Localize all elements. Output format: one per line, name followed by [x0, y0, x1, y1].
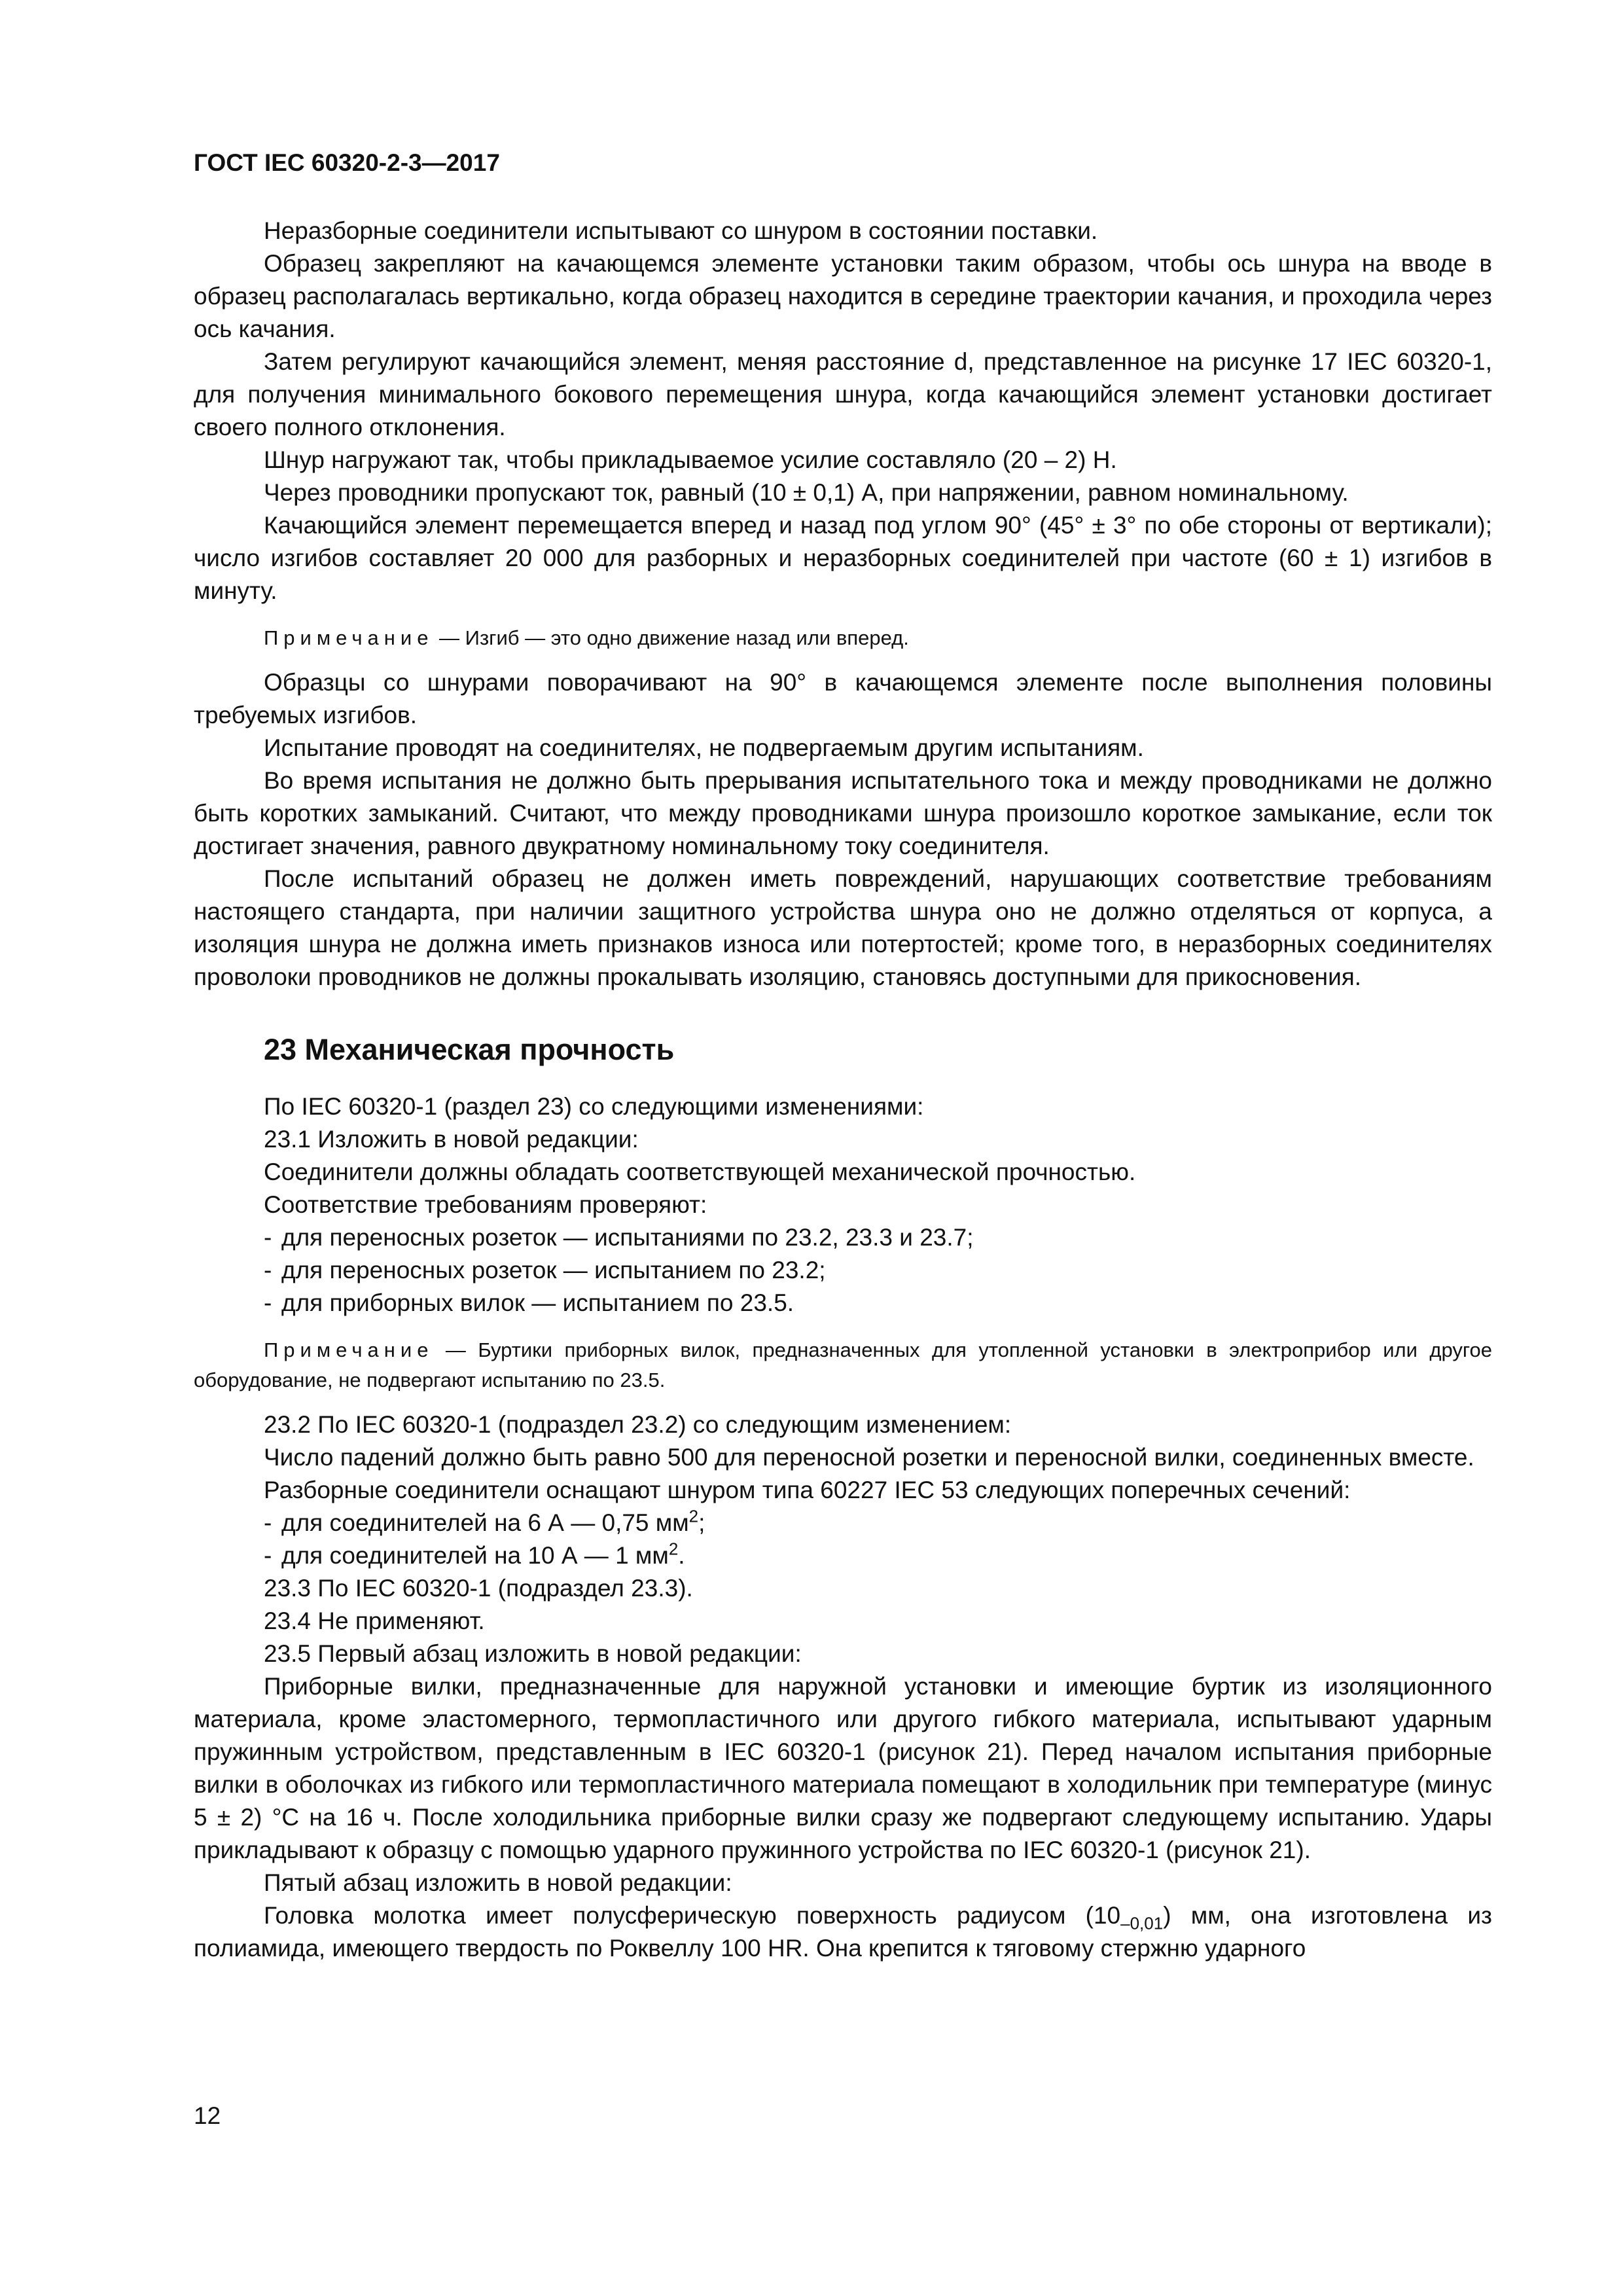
paragraph: После испытаний образец не должен иметь повреждений, нарушающих соответствие требованиям настоящего стандарта, при наличии защитного устройства шнура оно не должно отделяться от корпуса, а изоляция шнура не должна иметь признаков износа или потертостей; кроме того, в неразборных соединителях проволоки проводников не должны прокалывать изоляцию, становясь доступными для прикосновения.: [194, 865, 1492, 990]
compliance-list: [194, 1221, 1492, 1319]
paragraph: Затем регулируют качающийся элемент, меняя расстояние d, представленное на рисунке 17 IEC 60320-1, для получения минимального бокового перемещения шнура, когда качающийся элемент установки достигает своего полного отклонения.: [194, 348, 1493, 440]
section-heading: 23 Механическая прочность: [264, 1033, 675, 1066]
paragraph: Соединители должны обладать соответствующей механической прочностью.: [264, 1158, 1136, 1185]
paragraph: Качающийся элемент перемещается вперед и назад под углом 90° (45° ± 3° по обе стороны от вертикали); число изгибов составляет 20 000 для разборных и неразборных соединителей при частоте (60 ± 1) изгибов в минуту.: [194, 512, 1492, 604]
paragraph: Испытание проводят на соединителях, не подвергаемым другим испытаниям.: [264, 734, 1144, 761]
list-item: - для переносных розеток — испытанием по 23.2;: [194, 1254, 1492, 1287]
paragraph: Во время испытания не должно быть прерывания испытательного тока и между проводниками не должно быть коротких замыканий. Считают, что между проводниками шнура произошло короткое замыкание, если ток достигает значения, равного двукратному номинальному току соединителя.: [194, 767, 1492, 859]
clause-23-5: 23.5 Первый абзац изложить в новой редакции:: [264, 1640, 802, 1667]
list-dash: -: [264, 1509, 272, 1536]
cross-section-list: [194, 1507, 1492, 1572]
paragraph: Пятый абзац изложить в новой редакции:: [264, 1869, 732, 1896]
paragraph: По IEC 60320-1 (раздел 23) со следующими изменениями:: [264, 1093, 924, 1120]
paragraph: Образец закрепляют на качающемся элементе установки таким образом, чтобы ось шнура на вводе в образец располагалась вертикально, когда образец находится в середине траектории качания, и проходила через ось качания.: [194, 250, 1492, 342]
list-item: - для соединителей на 10 А — 1 $мм^2$.: [194, 1539, 1492, 1572]
list-item: - для переносных розеток — испытаниями по 23.2, 23.3 и 23.7;: [194, 1221, 1492, 1254]
list-dash: -: [264, 1289, 272, 1316]
paragraph: Неразборные соединители испытывают со шнуром в состоянии поставки.: [264, 217, 1098, 244]
clause-23-1: 23.1 Изложить в новой редакции:: [264, 1126, 639, 1153]
note: [194, 623, 1492, 653]
page-number: 12: [194, 2102, 221, 2129]
paragraph: Головка молотка имеет полусферическую поверхность радиусом $(10_{-0,01})$ мм, она изготовлена из полиамида, имеющего твердость по Роквеллу 100 HR. Она крепится к тяговому стержню ударного: [194, 1902, 1492, 1962]
clause-23-2: 23.2 По IEC 60320-1 (подраздел 23.2) со следующим изменением:: [264, 1411, 1012, 1438]
paragraph: Через проводники пропускают ток, равный (10 ± 0,1) А, при напряжении, равном номинальному.: [264, 479, 1349, 506]
paragraph: Число падений должно быть равно 500 для переносной розетки и переносной вилки, соединенных вместе.: [264, 1444, 1474, 1471]
list-dash: -: [264, 1224, 272, 1251]
paragraph: Образцы со шнурами поворачивают на 90° в качающемся элементе после выполнения половины требуемых изгибов.: [194, 669, 1492, 728]
clause-23-3: 23.3 По IEC 60320-1 (подраздел 23.3).: [264, 1575, 693, 1602]
paragraph: Шнур нагружают так, чтобы прикладываемое усилие составляло (20 – 2) Н.: [264, 446, 1117, 473]
note-text: — Буртики приборных вилок, предназначенных для утопленной установки в электроприбор или другое оборудование, не подвергают испытанию по 23.5.: [194, 1338, 1492, 1391]
list-item: - для соединителей на 6 А — 0,75 $мм^2$;: [194, 1507, 1492, 1539]
list-dash: -: [264, 1542, 272, 1569]
document-page: [194, 147, 1492, 1965]
list-item: - для приборных вилок — испытанием по 23.5.: [194, 1287, 1492, 1319]
list-dash: -: [264, 1257, 272, 1283]
note: [194, 1335, 1492, 1395]
note-text: — Изгиб — это одно движение назад или вперед.: [433, 626, 909, 649]
document-id-header: ГОСТ IEC 60320-2-3—2017: [194, 149, 500, 176]
note-label: Примечание: [264, 626, 434, 649]
clause-23-4: 23.4 Не применяют.: [264, 1607, 485, 1634]
paragraph: Приборные вилки, предназначенные для наружной установки и имеющие буртик из изоляционного материала, кроме эластомерного, термопластичного или другого гибкого материала, испытывают ударным пружинным устройством, представленным в IEC 60320-1 (рисунок 21). Перед началом испытания приборные вилки в оболочках из гибкого или термопластичного материала помещают в холодильник при температуре (минус 5 ± 2) °С на 16 ч. После холодильника приборные вилки сразу же подвергают следующему испытанию. Удары прикладывают к образцу с помощью ударного пружинного устройства по IEC 60320-1 (рисунок 21).: [194, 1673, 1492, 1863]
paragraph: Соответствие требованиям проверяют:: [264, 1191, 707, 1218]
note-label: Примечание: [264, 1338, 434, 1361]
paragraph: Разборные соединители оснащают шнуром типа 60227 IEC 53 следующих поперечных сечений:: [264, 1477, 1351, 1503]
